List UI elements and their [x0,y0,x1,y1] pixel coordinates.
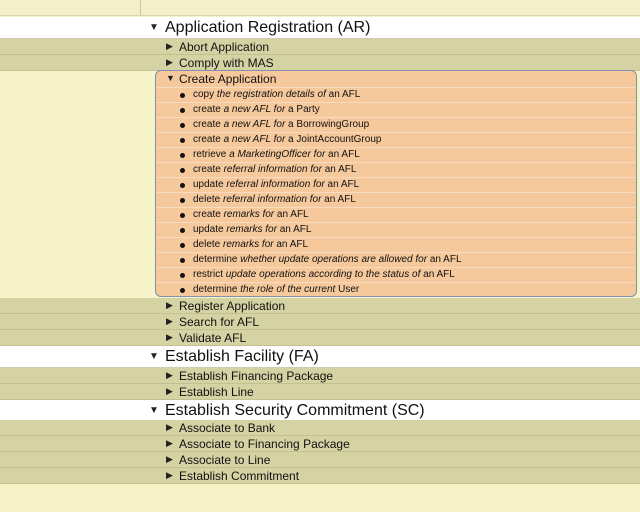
operation-text-plain: an AFL [427,254,462,265]
operation-text-italic: a new AFL for [223,119,286,130]
operation-text-plain: update [193,224,227,235]
tree-item-create-application-expanded[interactable] [155,70,637,297]
empty-area [0,484,640,512]
tree-item-label: Establish Financing Package [179,369,334,383]
operation-text-italic: the role of the current [240,284,336,295]
operation-item[interactable] [156,87,636,103]
disclosure-expanded-icon[interactable]: ▼ [149,351,159,362]
tree-item-label: Associate to Bank [179,421,276,435]
operation-text-plain: create [193,164,224,175]
operation-text-plain: create [193,119,224,130]
operation-text-plain: determine [193,254,241,265]
tree-item-establish-financing-package[interactable] [0,368,640,384]
operation-text-plain: an AFL [325,89,361,100]
operation-text-plain: an AFL [420,269,455,280]
bullet-icon [180,138,185,143]
bullet-icon [180,168,185,173]
operation-item[interactable] [156,192,636,208]
group-header-ar[interactable] [0,17,640,39]
operation-text-italic: update operations according to the status of [225,269,421,280]
disclosure-collapsed-icon[interactable]: ▶ [166,470,173,480]
tree-item-label: Establish Commitment [179,469,300,483]
operation-text [193,149,360,160]
operation-text-italic: referral information for [223,164,322,175]
operation-text [193,269,455,280]
bullet-icon [180,288,185,293]
operation-text-italic: referral information for [226,179,325,190]
operation-text [193,179,359,190]
tree-item-comply-with-mas[interactable] [0,55,640,71]
operation-item[interactable] [156,102,636,118]
top-strip [0,0,640,16]
operation-text-plain: create [193,134,224,145]
tree-item-label: Abort Application [179,40,270,54]
disclosure-expanded-icon[interactable]: ▼ [149,405,159,416]
disclosure-collapsed-icon[interactable]: ▶ [166,386,173,396]
operation-text-plain: update [193,179,227,190]
bullet-icon [180,108,185,113]
operation-text-plain: retrieve [193,149,230,160]
operation-text-italic: a new AFL for [223,134,286,145]
tree-item-associate-to-financing-package[interactable] [0,436,640,452]
tree-item-label: Establish Line [179,385,254,399]
tree-item-establish-commitment[interactable] [0,468,640,484]
operation-text [193,134,381,145]
disclosure-collapsed-icon[interactable]: ▶ [166,316,173,326]
bullet-icon [180,273,185,278]
operation-text [193,284,359,295]
group-header-sc[interactable] [0,400,640,422]
operation-item[interactable] [156,177,636,193]
column-divider [140,0,141,15]
disclosure-collapsed-icon[interactable]: ▶ [166,57,173,67]
operation-text-plain: an AFL [324,179,360,190]
group-title: Application Registration (AR) [165,19,371,36]
tree-item-label: Associate to Financing Package [179,437,350,451]
operation-item[interactable] [156,267,636,283]
operation-item[interactable] [156,162,636,178]
operation-text [193,194,356,205]
bullet-icon [180,243,185,248]
operation-text-plain: an AFL [325,149,360,160]
operation-text-plain: delete [193,239,224,250]
operation-text-italic: whether update operations are allowed for [240,254,428,265]
bullet-icon [180,213,185,218]
tree-item-label: Comply with MAS [179,56,274,70]
tree-item-associate-to-bank[interactable] [0,420,640,436]
tree-item-establish-line[interactable] [0,384,640,400]
operation-text-italic: remarks for [223,239,274,250]
tree-item-create-application[interactable] [156,71,636,87]
operation-text-italic: a MarketingOfficer for [229,149,326,160]
operation-text-plain: an AFL [321,164,357,175]
operation-item[interactable] [156,282,636,297]
group-title: Establish Facility (FA) [165,348,319,365]
tree-item-label: Search for AFL [179,315,260,329]
bullet-icon [180,228,185,233]
disclosure-collapsed-icon[interactable]: ▶ [166,370,173,380]
disclosure-collapsed-icon[interactable]: ▶ [166,332,173,342]
operation-item[interactable] [156,252,636,268]
operation-item[interactable] [156,117,636,133]
operation-text-italic: a new AFL for [223,104,286,115]
operation-text-italic: remarks for [223,209,275,220]
operation-text-plain: an AFL [273,239,309,250]
operation-text-plain: a JointAccountGroup [285,134,382,145]
operation-item[interactable] [156,222,636,238]
operation-text [193,209,309,220]
operation-text-plain: copy [193,89,217,100]
bullet-icon [180,153,185,158]
disclosure-collapsed-icon[interactable]: ▶ [166,422,173,432]
group-title: Establish Security Commitment (SC) [165,402,425,419]
operation-text-italic: referral information for [223,194,322,205]
bullet-icon [180,93,185,98]
operation-text-plain: a Party [285,104,320,115]
operation-text-plain: a BorrowingGroup [285,119,370,130]
bullet-icon [180,198,185,203]
disclosure-collapsed-icon[interactable]: ▶ [166,41,173,51]
disclosure-expanded-icon[interactable]: ▼ [166,73,175,83]
operation-text [193,224,311,235]
tree-item-associate-to-line[interactable] [0,452,640,468]
operation-text-plain: delete [193,194,224,205]
operation-text-plain: create [193,104,224,115]
operation-item[interactable] [156,147,636,163]
tree-item-search-for-afl[interactable] [0,314,640,330]
group-header-fa[interactable] [0,346,640,368]
bullet-icon [180,123,185,128]
operation-text [193,254,462,265]
operation-text [193,239,308,250]
disclosure-collapsed-icon[interactable]: ▶ [166,300,173,310]
tree-item-label: Register Application [179,299,286,313]
operation-item[interactable] [156,207,636,223]
disclosure-collapsed-icon[interactable]: ▶ [166,438,173,448]
operation-text-plain: User [335,284,360,295]
operation-text [193,104,320,115]
operation-text-italic: the registration details of [216,89,326,100]
disclosure-collapsed-icon[interactable]: ▶ [166,454,173,464]
operation-text-plain: create [193,209,224,220]
tree-item-validate-afl[interactable] [0,330,640,346]
operation-text-plain: restrict [193,269,226,280]
operation-text [193,164,356,175]
bullet-icon [180,183,185,188]
tree-item-label: Associate to Line [179,453,271,467]
operation-item[interactable] [156,237,636,253]
operation-text-italic: remarks for [226,224,277,235]
tree-item-label: Validate AFL [179,331,247,345]
operation-item[interactable] [156,132,636,148]
operation-text-plain: an AFL [276,224,312,235]
tree-item-register-application[interactable] [0,298,640,314]
operation-text-plain: an AFL [274,209,309,220]
operation-text-plain: determine [193,284,241,295]
tree-item-label: Create Application [179,72,277,86]
operation-text [193,89,360,100]
operation-text-plain: an AFL [321,194,356,205]
disclosure-expanded-icon[interactable]: ▼ [149,22,159,33]
bullet-icon [180,258,185,263]
tree-item-abort-application[interactable] [0,39,640,55]
operation-text [193,119,369,130]
